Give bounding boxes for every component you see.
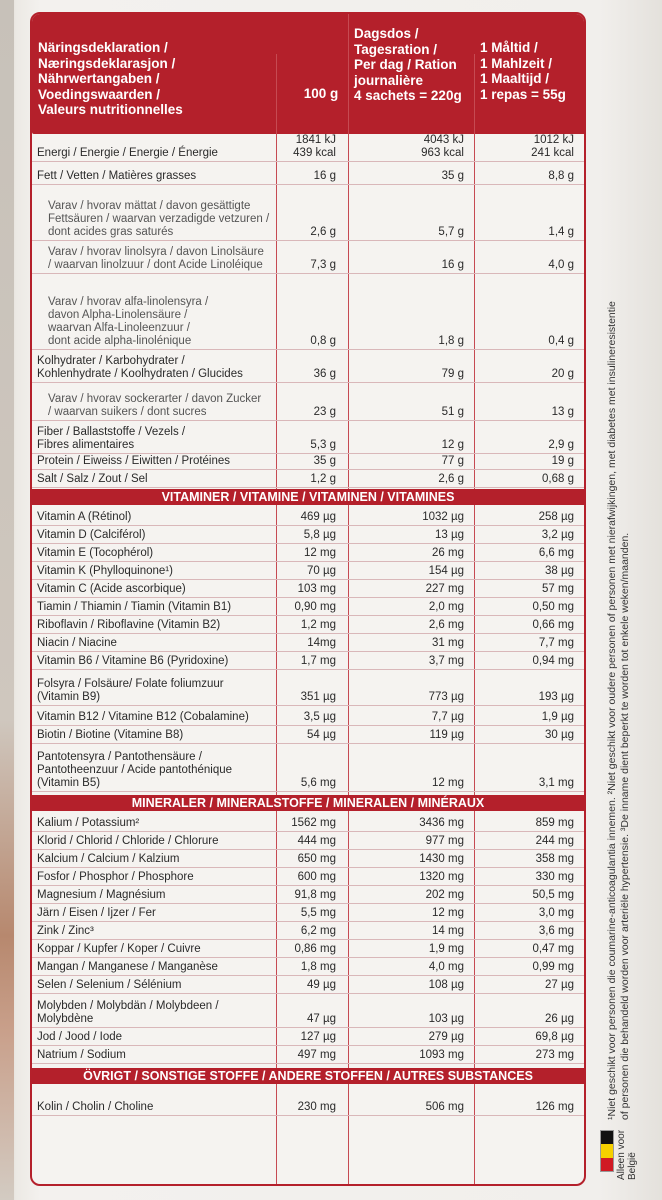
row-label: Pantotensyra / Pantothensäure / Pantotheenzuur / Acide pantothénique (Vitamin B5) [37,751,233,789]
value-per-day: 1,8 g [438,335,464,347]
row-label: Selen / Selenium / Sélénium [37,979,182,991]
value-per-meal: 4,0 g [548,259,574,271]
value-per-100g: 36 g [313,368,336,380]
table-row [32,544,584,560]
row-label: Tiamin / Thiamin / Tiamin (Vitamin B1) [37,601,232,613]
value-per-meal: 258 µg [538,511,574,523]
value-per-100g: 1841 kJ 439 kcal [293,134,336,159]
table-row [32,389,584,419]
value-per-meal: 8,8 g [548,170,574,182]
table-row [32,814,584,830]
value-per-meal: 358 mg [535,853,574,865]
value-per-100g: 1,7 mg [300,655,336,667]
value-per-meal: 50,5 mg [532,889,574,901]
value-per-day: 2,6 g [438,473,464,485]
value-per-100g: 230 mg [297,1101,336,1113]
value-per-day: 279 µg [428,1031,464,1043]
row-divider [32,240,584,241]
row-label: Folsyra / Folsäure/ Folate foliumzuur (Vitamin B9) [37,678,224,703]
row-divider [32,993,584,994]
value-per-100g: 497 mg [297,1049,336,1061]
value-per-meal: 7,7 mg [538,637,574,649]
value-per-100g: 3,5 µg [303,711,336,723]
table-row [32,940,584,956]
value-per-meal: 0,94 mg [532,655,574,667]
table-row [32,616,584,632]
row-label: Biotin / Biotine (Vitamine B8) [37,729,184,741]
value-per-meal: 0,68 g [542,473,574,485]
table-row [32,832,584,848]
value-per-100g: 0,8 g [310,335,336,347]
value-per-100g: 469 µg [300,511,336,523]
row-label: Zink / Zinc³ [37,925,94,937]
value-per-100g: 600 mg [297,871,336,883]
value-per-meal: 273 mg [535,1049,574,1061]
row-label: Protein / Eiweiss / Eiwitten / Protéines [37,455,231,467]
value-per-meal: 3,1 mg [538,777,574,789]
row-label: Varav / hvorav mättat / davon gesättigte Fettsäuren / waarvan verzadigde vetzuren / dont acides gras saturés [48,200,270,238]
header-label-column: Näringsdeklaration / Næringsdeklarasjon / Nährwertangaben / Voedingswaarden / Valeurs nutritionnelles [38,40,183,117]
value-per-100g: 91,8 mg [294,889,336,901]
value-per-meal: 13 g [551,406,574,418]
table-row [32,580,584,596]
table-row [32,1046,584,1062]
table-row [32,197,584,239]
value-per-meal: 0,66 mg [532,619,574,631]
row-label: Kalcium / Calcium / Kalzium [37,853,180,865]
value-per-meal: 0,99 mg [532,961,574,973]
value-per-day: 77 g [441,455,464,467]
value-per-day: 108 µg [428,979,464,991]
value-per-day: 1093 mg [419,1049,464,1061]
table-row [32,904,584,920]
value-per-day: 12 g [441,439,464,451]
value-per-meal: 244 mg [535,835,574,847]
value-per-day: 202 mg [425,889,464,901]
table-row [32,470,584,486]
value-per-day: 13 µg [434,529,464,541]
row-label: Fett / Vetten / Matières grasses [37,170,197,182]
value-per-100g: 49 µg [306,979,336,991]
table-row [32,886,584,902]
value-per-100g: 2,6 g [310,226,336,238]
header-100g: 100 g [303,86,339,101]
value-per-100g: 5,5 mg [300,907,336,919]
value-per-day: 26 mg [432,547,464,559]
value-per-100g: 444 mg [297,835,336,847]
value-per-day: 1430 mg [419,853,464,865]
header-one-meal: 1 Måltid / 1 Mahlzeit / 1 Maaltijd / 1 repas = 55g [480,40,566,102]
value-per-100g: 7,3 g [310,259,336,271]
value-per-day: 31 mg [432,637,464,649]
row-label: Fosfor / Phosphor / Phosphore [37,871,194,883]
value-per-day: 3436 mg [419,817,464,829]
table-row [32,167,584,183]
value-per-meal: 19 g [551,455,574,467]
value-per-meal: 30 µg [544,729,574,741]
table-row [32,634,584,650]
row-divider [32,743,584,744]
value-per-day: 103 µg [428,1013,464,1025]
value-per-meal: 38 µg [544,565,574,577]
value-per-meal: 1,9 µg [541,711,574,723]
table-row [32,290,584,348]
nutrition-table [30,12,586,1186]
belgium-flag-icon [600,1130,614,1172]
table-header [32,14,584,134]
value-per-meal: 2,9 g [548,439,574,451]
value-per-100g: 1,8 mg [300,961,336,973]
table-row [32,526,584,542]
section-header-other: ÖVRIGT / SONSTIGE STOFFE / ANDERE STOFFEN / AUTRES SUBSTANCES [32,1068,584,1084]
value-per-100g: 16 g [313,170,336,182]
value-per-day: 1032 µg [422,511,464,523]
row-label: Riboflavin / Riboflavine (Vitamin B2) [37,619,221,631]
value-per-meal: 859 mg [535,817,574,829]
table-row [32,708,584,724]
row-label: Varav / hvorav sockerarter / davon Zucker / waarvan suikers / dont sucres [48,393,262,418]
value-per-100g: 5,6 mg [300,777,336,789]
value-per-meal: 3,6 mg [538,925,574,937]
row-label: Natrium / Sodium [37,1049,126,1061]
row-label: Mangan / Manganese / Manganèse [37,961,218,973]
header-daily-dose: Dagsdos / Tagesration / Per dag / Ration journalière 4 sachets = 220g [354,26,462,103]
table-row [32,508,584,524]
row-label: Vitamin D (Calciférol) [37,529,146,541]
row-divider [32,1063,584,1064]
row-label: Vitamin B6 / Vitamine B6 (Pyridoxine) [37,655,229,667]
row-divider [32,349,584,350]
table-row [32,868,584,884]
value-per-100g: 70 µg [306,565,336,577]
row-label: Magnesium / Magnésium [37,889,166,901]
table-row [32,850,584,866]
value-per-day: 3,7 mg [428,655,464,667]
value-per-100g: 103 mg [297,583,336,595]
value-per-day: 5,7 g [438,226,464,238]
value-per-100g: 5,8 µg [303,529,336,541]
table-row [32,652,584,668]
row-divider [32,382,584,383]
row-label: Klorid / Chlorid / Chloride / Chlorure [37,835,219,847]
value-per-meal: 3,0 mg [538,907,574,919]
table-row [32,452,584,468]
table-row [32,242,584,272]
value-per-100g: 650 mg [297,853,336,865]
value-per-day: 12 mg [432,907,464,919]
row-label: Vitamin C (Acide ascorbique) [37,583,186,595]
value-per-day: 977 mg [425,835,464,847]
row-label: Vitamin A (Rétinol) [37,511,132,523]
value-per-day: 1,9 mg [428,943,464,955]
table-row [32,1090,584,1114]
value-per-100g: 54 µg [306,729,336,741]
value-per-100g: 47 µg [306,1013,336,1025]
value-per-100g: 0,90 mg [294,601,336,613]
value-per-meal: 1,4 g [548,226,574,238]
value-per-meal: 26 µg [544,1013,574,1025]
value-per-day: 35 g [441,170,464,182]
row-divider [32,184,584,185]
belgium-only-label: Alleen voor België [616,1129,638,1180]
value-per-100g: 23 g [313,406,336,418]
row-label: Koppar / Kupfer / Koper / Cuivre [37,943,201,955]
value-per-day: 154 µg [428,565,464,577]
row-label: Vitamin B12 / Vitamine B12 (Cobalamine) [37,711,249,723]
value-per-meal: 1012 kJ 241 kcal [531,134,574,159]
table-row [32,726,584,742]
row-label: Energi / Energie / Energie / Énergie [37,147,218,159]
value-per-day: 773 µg [428,691,464,703]
table-row [32,598,584,614]
value-per-meal: 330 mg [535,871,574,883]
row-divider [32,487,584,488]
value-per-meal: 193 µg [538,691,574,703]
value-per-100g: 0,86 mg [294,943,336,955]
value-per-100g: 6,2 mg [300,925,336,937]
row-label: Vitamin K (Phylloquinone¹) [37,565,173,577]
row-label: Varav / hvorav alfa-linolensyra / davon Alpha-Linolensäure / waarvan Alfa-Linoleenzuur / dont acide alpha-linolénique [48,296,209,347]
row-divider [32,420,584,421]
row-label: Jod / Jood / Iode [37,1031,123,1043]
row-label: Molybden / Molybdän / Molybdeen / Molybdène [37,1000,219,1025]
value-per-100g: 127 µg [300,1031,336,1043]
table-row [32,562,584,578]
row-label: Salt / Salz / Zout / Sel [37,473,148,485]
row-label: Kolin / Cholin / Choline [37,1101,154,1113]
value-per-day: 4043 kJ 963 kcal [421,134,464,159]
value-per-day: 12 mg [432,777,464,789]
row-label: Kolhydrater / Karbohydrater / Kohlenhydrate / Koolhydraten / Glucides [37,355,243,380]
value-per-100g: 1,2 mg [300,619,336,631]
section-header-minerals: MINERALER / MINERALSTOFFE / MINERALEN / MINÉRAUX [32,795,584,811]
row-divider [32,669,584,670]
value-per-day: 51 g [441,406,464,418]
table-row [32,746,584,790]
value-per-100g: 35 g [313,455,336,467]
value-per-meal: 126 mg [535,1101,574,1113]
section-header-vitamins: VITAMINER / VITAMINE / VITAMINEN / VITAMINES [32,489,584,505]
value-per-day: 79 g [441,368,464,380]
package-edge [0,0,14,1200]
value-per-100g: 12 mg [304,547,336,559]
value-per-day: 227 mg [425,583,464,595]
row-label: Varav / hvorav linolsyra / davon Linolsäure / waarvan linolzuur / dont Acide Linoléique [48,246,264,271]
value-per-day: 119 µg [429,729,464,741]
value-per-day: 7,7 µg [431,711,464,723]
row-label: Niacin / Niacine [37,637,117,649]
row-label: Kalium / Potassium² [37,817,140,829]
table-row [32,674,584,704]
value-per-day: 1320 mg [419,871,464,883]
row-divider [32,705,584,706]
value-per-meal: 3,2 µg [541,529,574,541]
table-row [32,996,584,1026]
value-per-meal: 69,8 µg [535,1031,574,1043]
value-per-day: 2,0 mg [428,601,464,613]
footnote-text: ¹Niet geschikt voor personen die coumarine-anticoagulantia innemen. ²Niet geschikt voor oudere personen of personen met nierafwijkingen, met diabetes met insulineresistentie of personen die behandeld worden voor arteriële hypertensie. ³De inname dient beperkt te worden tot enkele weken/maanden. [606,301,631,1120]
value-per-day: 16 g [441,259,464,271]
value-per-day: 14 mg [432,925,464,937]
value-per-meal: 0,47 mg [532,943,574,955]
table-row [32,422,584,452]
table-row [32,351,584,381]
value-per-meal: 0,4 g [548,335,574,347]
value-per-100g: 1562 mg [291,817,336,829]
value-per-meal: 20 g [551,368,574,380]
value-per-100g: 5,3 g [310,439,336,451]
value-per-meal: 0,50 mg [532,601,574,613]
value-per-day: 506 mg [425,1101,464,1113]
belgium-only-badge [600,1110,638,1180]
table-row [32,958,584,974]
footnotes [596,40,656,1140]
row-label: Vitamin E (Tocophérol) [37,547,154,559]
row-divider [32,791,584,792]
row-divider [32,161,584,162]
value-per-100g: 1,2 g [310,473,336,485]
row-label: Järn / Eisen / Ijzer / Fer [37,907,156,919]
value-per-100g: 351 µg [300,691,336,703]
value-per-meal: 27 µg [544,979,574,991]
table-row [32,1028,584,1044]
row-label: Fiber / Ballaststoffe / Vezels / Fibres alimentaires [37,426,186,451]
table-row [32,922,584,938]
value-per-day: 2,6 mg [428,619,464,631]
value-per-meal: 57 mg [542,583,574,595]
row-divider [32,1115,584,1116]
table-row [32,976,584,992]
table-row [32,132,584,160]
row-divider [32,273,584,274]
value-per-day: 4,0 mg [428,961,464,973]
value-per-meal: 6,6 mg [538,547,574,559]
value-per-100g: 14mg [307,637,336,649]
